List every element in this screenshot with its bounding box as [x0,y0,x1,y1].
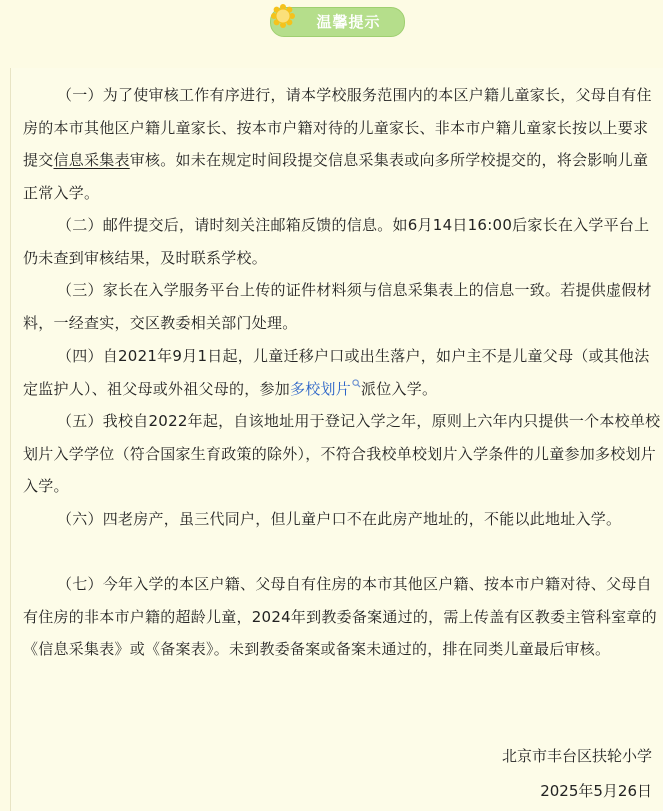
notice-item-1-suffix: 审核。如未在规定时间段提交信息采集表或向多所学校提交的，将会影响儿童正常入学。 [23,151,649,202]
notice-item-6-text: （六）四老房产，虽三代同户，但儿童户口不在此房产地址的，不能以此地址入学。 [57,510,622,528]
notice-item-4 [23,340,663,405]
search-icon[interactable] [352,379,361,388]
notice-item-7 [23,568,663,666]
notice-item-3 [23,274,663,339]
notice-item-7-text: （七）今年入学的本区户籍、父母自有住房的本市其他区户籍、按本市户籍对待、父母自有住房的非本市户籍的超龄儿童，2024年到教委备案通过的，需上传盖有区教委主管科室章的《信息采集表》或《备案表》。未到教委备案或备案未通过的，排在同类儿童最后审核。 [23,575,657,659]
notice-content [10,68,663,811]
notice-item-2-text: （二）邮件提交后，请时刻关注邮箱反馈的信息。如6月14日16:00后家长在入学平台上仍未查到审核结果，及时联系学校。 [23,216,650,267]
header-area [0,0,663,62]
sun-icon [270,3,296,29]
school-name: 北京市丰台区扶轮小学 [501,747,652,765]
notice-date: 2025年5月26日 [540,782,652,800]
notice-item-1 [23,79,663,209]
signature [502,739,652,809]
info-form-link[interactable]: 信息采集表 [53,151,130,170]
notice-item-4-suffix: 派位入学。 [361,379,438,398]
multi-school-link[interactable]: 多校划片 [290,379,352,398]
notice-item-4-text: （四）自2021年9月1日起，儿童迁移户口或出生落户，如户主不是儿童父母（或其他法定监护人）、祖父母或外祖父母的，参加 [23,347,650,398]
notice-item-6 [23,503,663,536]
notice-item-2 [23,209,663,274]
notice-item-1-text: （一）为了使审核工作有序进行，请本学校服务范围内的本区户籍儿童家长，父母自有住房的本市其他区户籍儿童家长、按本市户籍对待的儿童家长、非本市户籍儿童家长按以上要求提交 [23,86,652,170]
notice-item-3-text: （三）家长在入学服务平台上传的证件材料须与信息采集表上的信息一致。若提供虚假材料，一经查实，交区教委相关部门处理。 [23,281,652,332]
notice-item-5-text: （五）我校自2022年起，自该地址用于登记入学之年，原则上六年内只提供一个本校单校划片入学学位（符合国家生育政策的除外），不符合我校单校划片入学条件的儿童参加多校划片入学。 [23,412,661,496]
notice-item-5 [23,405,663,503]
banner-title: 温馨提示 [316,13,381,31]
